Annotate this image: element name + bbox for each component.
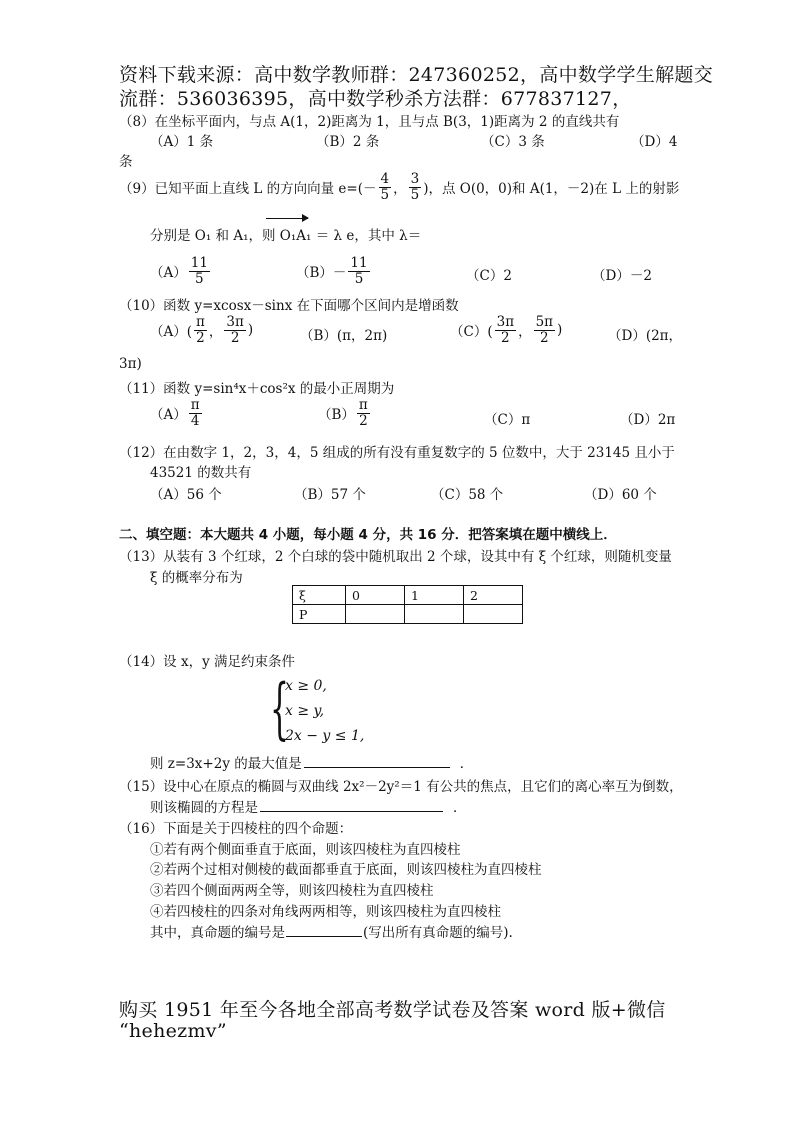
q14-constraint-1: x ≥ 0,: [285, 678, 327, 694]
q15-ask: 则该椭圆的方程是 ．: [150, 796, 467, 816]
q8-option-b: （B）2 条: [316, 134, 380, 150]
q12-stem-2: 43521 的数共有: [150, 465, 252, 481]
table-cell: [405, 605, 464, 624]
q9-vector-arrowhead-icon: [302, 214, 309, 222]
header-line-1: 资料下载来源：高中数学教师群：247360252，高中数学学生解题交: [119, 64, 713, 86]
q14-constraint-3: 2x − y ≤ 1,: [285, 728, 365, 744]
q10-option-d: （D）(2π，: [608, 328, 683, 344]
q11-option-a: （A） $\frac{\pi}{4}$: [150, 397, 200, 429]
q12-option-c: （C）58 个: [431, 487, 504, 503]
q11-option-c: （C）π: [484, 412, 531, 428]
footer-line-1: 购买 1951 年至今各地全部高考数学试卷及答案 word 版+微信: [119, 999, 666, 1021]
q15-stem: （15）设中心在原点的椭圆与双曲线 2x²－2y²＝1 有公共的焦点，且它们的离心率互为倒数，: [119, 779, 683, 795]
left-brace-icon: {: [270, 670, 289, 747]
q12-option-a: （A）56 个: [150, 487, 222, 503]
table-cell: [346, 605, 405, 624]
q10-option-c: （C）( $\frac{3\pi}{2}$ ， $\frac{5\pi}{2}$ ): [450, 314, 563, 346]
probability-table: [292, 585, 523, 624]
q10-option-a: （A）( $\frac{\pi}{2}$ ， $\frac{3\pi}{2}$ ): [150, 314, 254, 346]
q16-stem: （16）下面是关于四棱柱的四个命题：: [119, 821, 353, 837]
q8-option-d: （D）4: [631, 134, 678, 150]
table-cell: ξ: [293, 586, 346, 605]
q12-option-d: （D）60 个: [584, 487, 657, 503]
q9-stem-b: )，点 O(0，0)和 A(1，－2)在 L 上的射影: [423, 181, 680, 198]
table-cell: [464, 605, 523, 624]
header-line-2: 流群：536036395，高中数学秒杀方法群：677837127，: [119, 88, 632, 110]
q16-ask: 其中，真命题的编号是 (写出所有真命题的编号).: [150, 921, 513, 941]
q16-proposition-1: ①若有两个侧面垂直于底面，则该四棱柱为直四棱柱: [150, 842, 461, 858]
q14-answer-blank[interactable]: [304, 753, 450, 768]
q9-comma: ，: [393, 181, 407, 198]
footer-line-2: “hehezmv”: [119, 1020, 227, 1042]
q14-ask: 则 z=3x+2y 的最大值是 ．: [150, 752, 473, 772]
q8-option-c: （C）3 条: [481, 134, 545, 150]
q9-fraction-2: $\frac{3}{5}$: [410, 171, 420, 203]
q16-proposition-4: ④若四棱柱的四条对角线两两相等，则该四棱柱为直四棱柱: [150, 904, 501, 920]
q9-option-b: （B）－ $\frac{11}{5}$: [296, 255, 368, 287]
q9-line-2: 分别是 O₁ 和 A₁，则 O₁A₁ ＝ λ e，其中 λ＝: [150, 228, 422, 244]
table-row: [293, 605, 523, 624]
q9-stem: [119, 172, 679, 203]
table-row: [293, 586, 523, 605]
table-cell: P: [293, 605, 346, 624]
table-cell: 1: [405, 586, 464, 605]
q16-proposition-2: ②若两个过相对侧棱的截面都垂直于底面，则该四棱柱为直四棱柱: [150, 862, 542, 878]
q11-stem: （11）函数 y=sin⁴x＋cos²x 的最小正周期为: [119, 381, 395, 397]
q13-stem-2: ξ 的概率分布为: [150, 570, 243, 586]
q10-stem: （10）函数 y=xcosx－sinx 在下面哪个区间内是增函数: [119, 298, 459, 314]
q12-option-b: （B）57 个: [294, 487, 366, 503]
q14-stem: （14）设 x，y 满足约束条件: [119, 654, 296, 670]
section-2-heading: 二、填空题：本大题共 4 小题，每小题 4 分，共 16 分．把答案填在题中横线上．: [119, 527, 617, 543]
q12-stem: （12）在由数字 1，2，3，4，5 组成的所有没有重复数字的 5 位数中，大于 23145 且小于: [119, 445, 675, 461]
q13-stem: （13）从装有 3 个红球，2 个白球的袋中随机取出 2 个球，设其中有 ξ 个红球，则随机变量: [119, 549, 672, 565]
q8-stem: （8）在坐标平面内，与点 A(1，2)距离为 1，且与点 B(3，1)距离为 2 的直线共有: [119, 114, 620, 130]
q9-fraction-1: $\frac{4}{5}$: [380, 171, 390, 203]
q16-answer-blank[interactable]: [286, 922, 362, 937]
q9-option-a: （A） $\frac{11}{5}$: [150, 255, 208, 287]
q10-option-b: （B）(π，2π): [300, 328, 388, 344]
q9-option-c: （C）2: [466, 268, 512, 284]
q9-option-d: （D）－2: [592, 268, 652, 284]
q8-option-a: （A）1 条: [150, 134, 214, 150]
q11-option-b: （B） $\frac{\pi}{2}$: [318, 397, 368, 429]
q16-proposition-3: ③若四个侧面两两全等，则该四棱柱为直四棱柱: [150, 883, 434, 899]
q15-answer-blank[interactable]: [260, 797, 443, 812]
q14-constraint-2: x ≥ y,: [285, 703, 325, 719]
table-cell: 2: [464, 586, 523, 605]
q10-option-d-cont: 3π): [119, 356, 142, 372]
q11-option-d: （D）2π: [620, 412, 676, 428]
q8-option-d-cont: 条: [119, 154, 133, 170]
q9-stem-a: （9）已知平面上直线 L 的方向向量 e=(－: [119, 181, 377, 198]
table-cell: 0: [346, 586, 405, 605]
